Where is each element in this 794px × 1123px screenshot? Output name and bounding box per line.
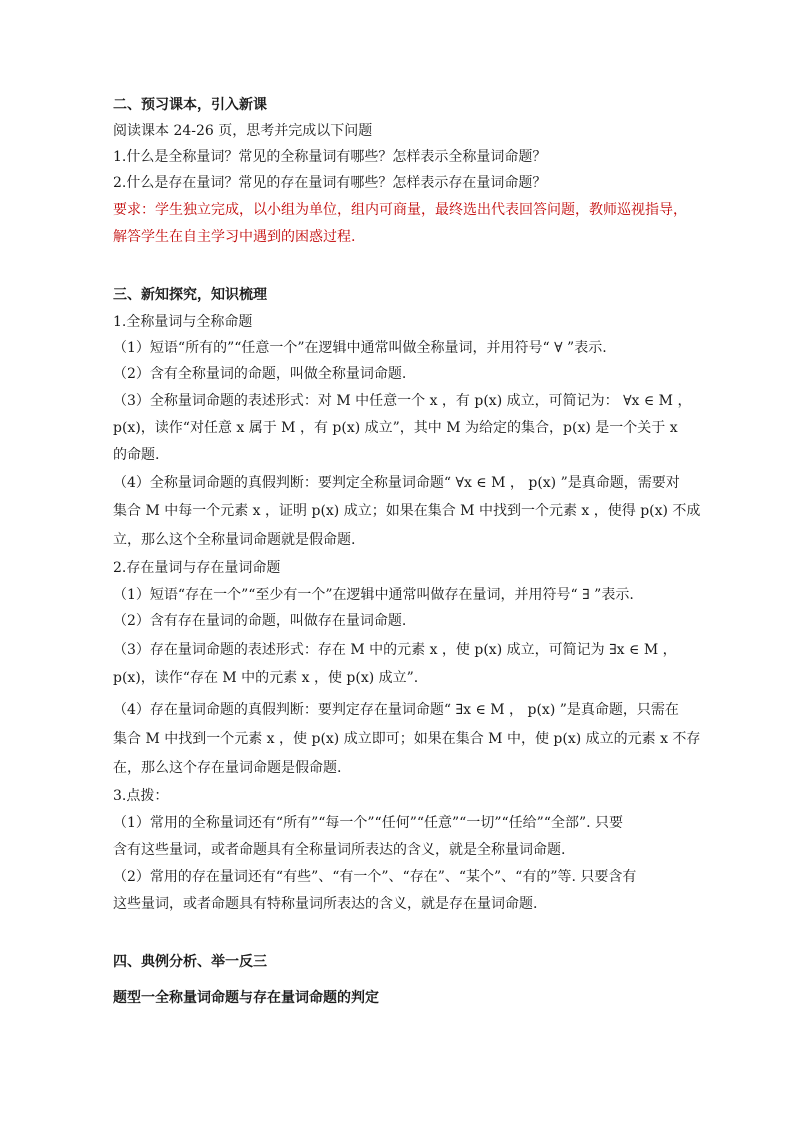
- part-3-item-2-line-2: 这些量词，或者命题具有特称量词所表达的含义，就是存在量词命题.: [113, 896, 538, 912]
- question-type-1-title: 题型一全称量词命题与存在量词命题的判定: [113, 990, 379, 1006]
- part-2-item-4-line-1: （4）存在量词命题的真假判断：要判定存在量词命题“ ∃x ∈ M ， p(x) ”是真命题，只需在: [113, 702, 679, 718]
- part-3-item-1-line-1: （1）常用的全称量词还有“所有”“每一个”“任何”“任意”“一切”“任给”“全部”. 只要: [113, 815, 624, 831]
- part-1-item-4-line-1: （4）全称量词命题的真假判断：要判定全称量词命题“ ∀x ∈ M ， p(x) ”是真命题，需要对: [113, 475, 680, 491]
- part-1-item-1: （1）短语“所有的”“任意一个”在逻辑中通常叫做全称量词，并用符号“ ∀ ”表示.: [113, 340, 607, 356]
- part-1-item-4-line-3: 立，那么这个全称量词命题就是假命题.: [113, 532, 356, 548]
- part-2-title: 2.存在量词与存在量词命题: [113, 560, 281, 576]
- section-2-title: 二、预习课本，引入新课: [113, 97, 267, 113]
- part-1-title: 1.全称量词与全称命题: [113, 314, 253, 330]
- requirement-line-2: 解答学生在自主学习中遇到的困惑过程.: [113, 229, 356, 245]
- part-1-item-3-line-3: 的命题.: [113, 447, 160, 463]
- part-2-item-1: （1）短语“存在一个”“至少有一个”在逻辑中通常叫做存在量词，并用符号“ ∃ ”表示.: [113, 587, 634, 603]
- question-2: 2.什么是存在量词？常见的存在量词有哪些？怎样表示存在量词命题？: [113, 175, 547, 191]
- part-3-item-2-line-1: （2）常用的存在量词还有“有些”、“有一个”、“存在”、“某个”、“有的”等. 只要含有: [113, 869, 637, 885]
- question-1: 1.什么是全称量词？常见的全称量词有哪些？怎样表示全称量词命题？: [113, 149, 547, 165]
- section-3-title: 三、新知探究，知识梳理: [113, 287, 267, 303]
- part-2-item-2: （2）含有存在量词的命题，叫做存在量词命题.: [113, 613, 407, 629]
- part-3-item-1-line-2: 含有这些量词，或者命题具有全称量词所表达的含义，就是全称量词命题.: [113, 842, 566, 858]
- reading-instruction: 阅读课本 24-26 页，思考并完成以下问题: [113, 123, 373, 139]
- part-2-item-4-line-3: 在，那么这个存在量词命题是假命题.: [113, 760, 342, 776]
- part-1-item-2: （2）含有全称量词的命题，叫做全称量词命题.: [113, 366, 407, 382]
- section-4-title: 四、典例分析、举一反三: [113, 954, 267, 970]
- requirement-line-1: 要求：学生独立完成，以小组为单位，组内可商量，最终选出代表回答问题，教师巡视指导，: [113, 202, 687, 218]
- part-2-item-4-line-2: 集合 M 中找到一个元素 x ，使 p(x) 成立即可；如果在集合 M 中，使 p(x) 成立的元素 x 不存: [113, 731, 701, 747]
- part-2-item-3-line-2: p(x)，读作“存在 M 中的元素 x ，使 p(x) 成立”.: [113, 670, 419, 686]
- part-1-item-3-line-1: （3）全称量词命题的表述形式：对 M 中任意一个 x ，有 p(x) 成立，可简记为： ∀x ∈ M ，: [113, 393, 692, 409]
- part-1-item-4-line-2: 集合 M 中每一个元素 x ，证明 p(x) 成立；如果在集合 M 中找到一个元素 x ，使得 p(x) 不成: [113, 503, 701, 519]
- part-3-title: 3.点拨：: [113, 788, 169, 804]
- part-2-item-3-line-1: （3）存在量词命题的表述形式：存在 M 中的元素 x ，使 p(x) 成立，可简记为 ∃x ∈ M ，: [113, 642, 677, 658]
- part-1-item-3-line-2: p(x)，读作“对任意 x 属于 M ，有 p(x) 成立”，其中 M 为给定的集合，p(x) 是一个关于 x: [113, 420, 678, 436]
